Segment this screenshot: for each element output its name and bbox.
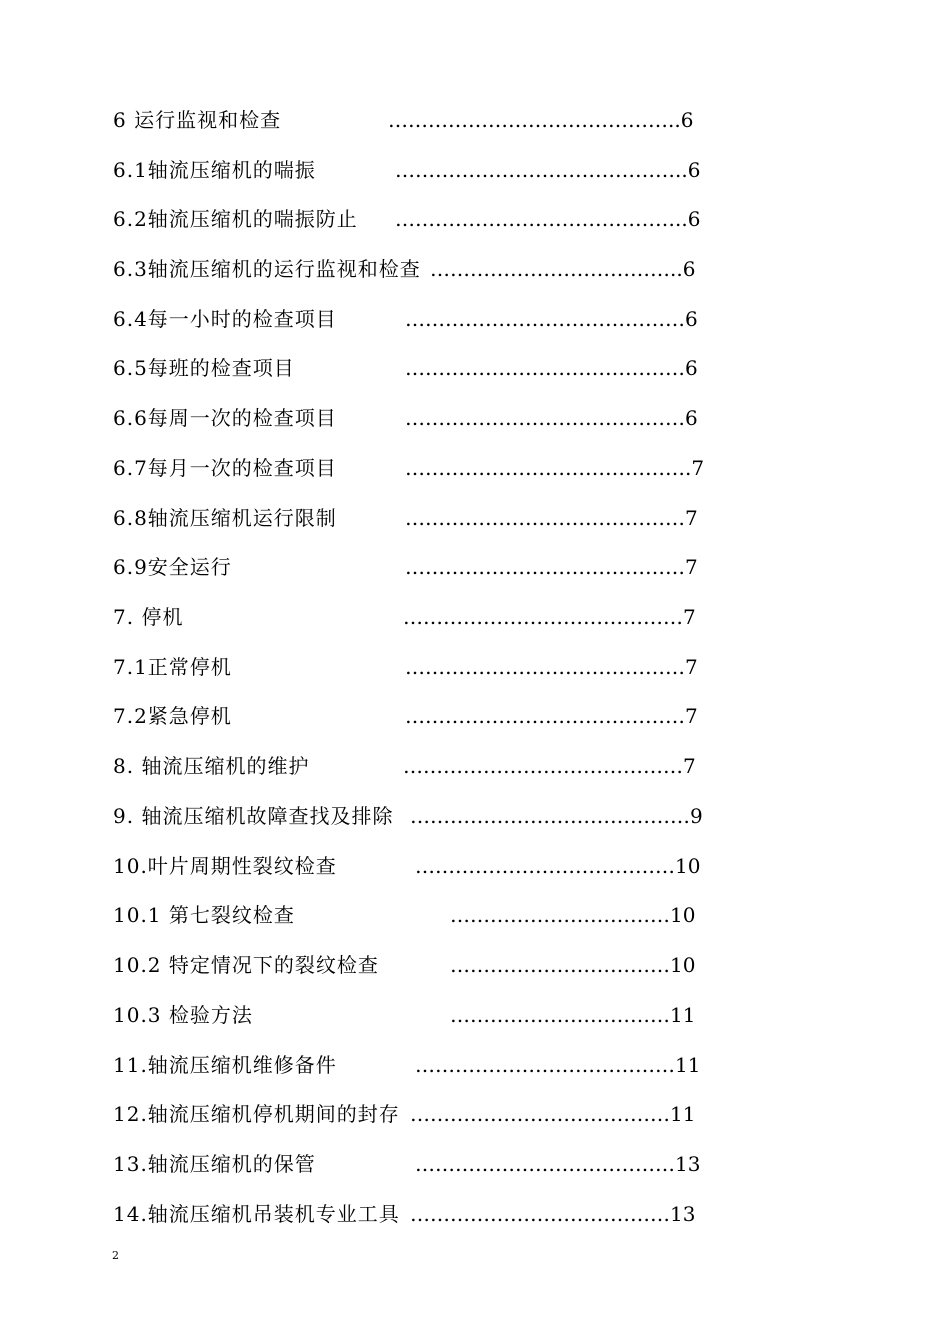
toc-entry-leader: ……………………………………7 — [405, 655, 698, 679]
toc-entry-leader: …………………………………11 — [410, 1102, 696, 1126]
toc-entry-title: 6.8轴流压缩机运行限制 — [113, 506, 337, 530]
toc-entry — [0, 403, 950, 433]
toc-entry-title: 8. 轴流压缩机的维护 — [113, 754, 310, 778]
toc-entry — [0, 304, 950, 334]
toc-entry — [0, 353, 950, 383]
toc-entry-title: 6.1轴流压缩机的喘振 — [113, 158, 316, 182]
toc-entry-leader: ……………………………………6 — [405, 406, 698, 430]
toc-entry-title: 6.9安全运行 — [113, 555, 232, 579]
toc-entry-title: 6.3轴流压缩机的运行监视和检查 — [113, 257, 421, 281]
toc-entry-leader: ……………………………………6 — [405, 307, 698, 331]
toc-entry — [0, 851, 950, 881]
toc-entry-leader: ……………………………………9 — [410, 804, 703, 828]
toc-entry — [0, 204, 950, 234]
toc-entry-leader: ……………………………………7 — [405, 555, 698, 579]
toc-entry-title: 7.2紧急停机 — [113, 704, 232, 728]
toc-entry-title: 10.3 检验方法 — [113, 1003, 253, 1027]
toc-entry — [0, 950, 950, 980]
toc-entry-leader: ……………………………………..6 — [395, 158, 701, 182]
toc-entry-leader: ……………………………11 — [450, 1003, 696, 1027]
toc-entry-title: 6.7每月一次的检查项目 — [113, 456, 337, 480]
toc-entry — [0, 1199, 950, 1229]
toc-entry-title: 10.1 第七裂纹检查 — [113, 903, 295, 927]
toc-entry-title: 10.2 特定情况下的裂纹检查 — [113, 953, 379, 977]
toc-entry — [0, 254, 950, 284]
toc-entry-title: 6.2轴流压缩机的喘振防止 — [113, 207, 358, 231]
toc-entry — [0, 801, 950, 831]
toc-entry-title: 9. 轴流压缩机故障查找及排除 — [113, 804, 394, 828]
toc-entry — [0, 900, 950, 930]
toc-entry-title: 12.轴流压缩机停机期间的封存 — [113, 1102, 400, 1126]
toc-entry — [0, 652, 950, 682]
toc-entry-title: 6 运行监视和检查 — [113, 108, 282, 132]
toc-entry-leader: ……………………………10 — [450, 953, 696, 977]
toc-entry-title: 11.轴流压缩机维修备件 — [113, 1053, 337, 1077]
toc-entry-leader: …………………………………13 — [410, 1202, 696, 1226]
toc-entry — [0, 1000, 950, 1030]
toc-entry-leader: ……………………………………..6 — [395, 207, 701, 231]
toc-entry — [0, 453, 950, 483]
toc-entry-title: 7. 停机 — [113, 605, 184, 629]
toc-entry — [0, 1149, 950, 1179]
toc-entry-title: 6.6每周一次的检查项目 — [113, 406, 337, 430]
toc-entry — [0, 602, 950, 632]
toc-entry-leader: ……………………………………7 — [405, 506, 698, 530]
toc-entry-title: 6.5每班的检查项目 — [113, 356, 295, 380]
toc-entry-leader: ……………………………………7 — [403, 605, 696, 629]
toc-entry — [0, 552, 950, 582]
toc-entry-title: 13.轴流压缩机的保管 — [113, 1152, 316, 1176]
toc-entry — [0, 751, 950, 781]
toc-entry-leader: …………………………………11 — [415, 1053, 701, 1077]
toc-entry — [0, 1050, 950, 1080]
toc-entry — [0, 1099, 950, 1129]
toc-entry-leader: …………………………………13 — [415, 1152, 701, 1176]
page-number: 2 — [112, 1249, 119, 1262]
toc-entry-title: 6.4每一小时的检查项目 — [113, 307, 337, 331]
toc-entry-leader: ………………………………..6 — [430, 257, 696, 281]
toc-entry-leader: …………………………………10 — [415, 854, 701, 878]
toc-entry — [0, 701, 950, 731]
toc-entry — [0, 105, 950, 135]
toc-entry-leader: ……………………………………7 — [405, 704, 698, 728]
toc-entry-leader: ……………………………………..6 — [388, 108, 694, 132]
toc-entry-title: 7.1正常停机 — [113, 655, 232, 679]
toc-entry-title: 14.轴流压缩机吊装机专业工具 — [113, 1202, 400, 1226]
toc-entry — [0, 503, 950, 533]
toc-entry — [0, 155, 950, 185]
toc-entry-leader: …………………………………….7 — [405, 456, 705, 480]
toc-entry-leader: ……………………………………7 — [403, 754, 696, 778]
toc-entry-leader: ……………………………10 — [450, 903, 696, 927]
toc-entry-title: 10.叶片周期性裂纹检查 — [113, 854, 337, 878]
toc-entry-leader: ……………………………………6 — [405, 356, 698, 380]
